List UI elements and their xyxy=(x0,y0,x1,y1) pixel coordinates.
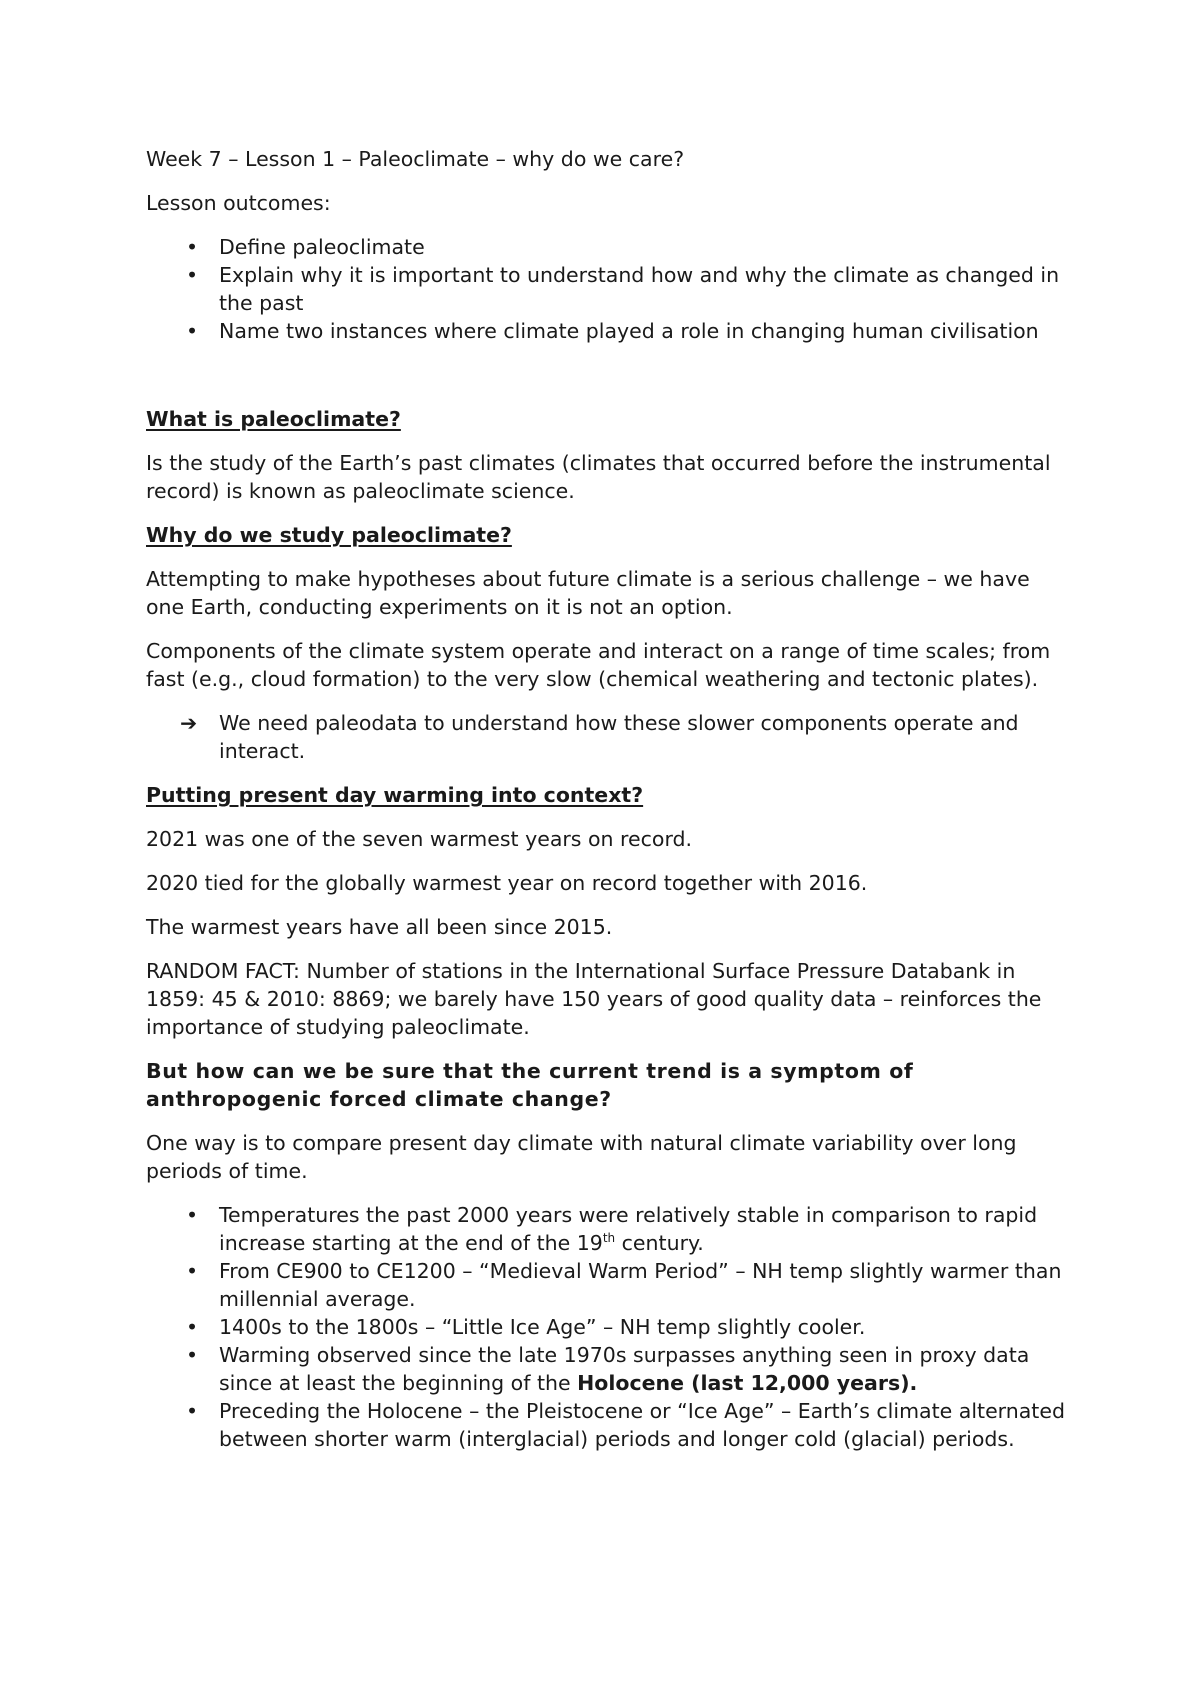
bullet-icon: • xyxy=(185,1259,199,1283)
paragraph: Attempting to make hypotheses about future climate is a serious challenge – we have one Earth, conducting experiments on it is not an option. xyxy=(146,567,1030,619)
bullet-icon: • xyxy=(185,235,199,259)
page-title: Week 7 – Lesson 1 – Paleoclimate – why do we care? xyxy=(146,147,685,171)
paragraph: The warmest years have all been since 2015. xyxy=(146,915,613,939)
outcomes-list xyxy=(146,233,1066,345)
list-item: • Temperatures the past 2000 years were relatively stable in comparison to rapid increase starting at the end of the 19th century. xyxy=(146,1201,1066,1257)
paragraph: Is the study of the Earth’s past climates (climates that occurred before the instrumental record) is known as paleoclimate science. xyxy=(146,451,1051,503)
paragraph: RANDOM FACT: Number of stations in the International Surface Pressure Databank in 1859: 45 & 2010: 8869; we barely have 150 years of good quality data – reinforces the importance of studying paleoclimate. xyxy=(146,959,1042,1039)
document-page xyxy=(146,145,1066,1469)
bullet-icon: • xyxy=(185,1315,199,1339)
bullet-icon: • xyxy=(185,1343,199,1367)
bullet-icon: • xyxy=(185,319,199,343)
paragraph: Components of the climate system operate and interact on a range of time scales; from fast (e.g., cloud formation) to the very slow (chemical weathering and tectonic plates). xyxy=(146,639,1051,691)
section-heading-context: Putting present day warming into context? xyxy=(146,783,644,807)
list-item: • Name two instances where climate played a role in changing human civilisation xyxy=(146,317,1066,345)
bullet-icon: • xyxy=(185,1399,199,1423)
bullet-icon: • xyxy=(185,263,199,287)
paragraph: One way is to compare present day climate with natural climate variability over long periods of time. xyxy=(146,1131,1017,1183)
paragraph: 2021 was one of the seven warmest years on record. xyxy=(146,827,693,851)
list-item: • Warming observed since the late 1970s surpasses anything seen in proxy data since at least the beginning of the Holocene (last 12,000 years). xyxy=(146,1341,1066,1397)
list-item: • Explain why it is important to understand how and why the climate as changed in the past xyxy=(146,261,1066,317)
variability-list xyxy=(146,1201,1066,1453)
arrow-list-item: ➔ We need paleodata to understand how these slower components operate and interact. xyxy=(180,711,1019,763)
list-item: • Define paleoclimate xyxy=(146,233,1066,261)
arrow-right-icon: ➔ xyxy=(180,711,198,735)
list-item: • Preceding the Holocene – the Pleistocene or “Ice Age” – Earth’s climate alternated between shorter warm (interglacial) periods and longer cold (glacial) periods. xyxy=(146,1397,1066,1453)
list-item: • From CE900 to CE1200 – “Medieval Warm Period” – NH temp slightly warmer than millennial average. xyxy=(146,1257,1066,1313)
spacer xyxy=(146,361,1066,405)
paragraph: 2020 tied for the globally warmest year on record together with 2016. xyxy=(146,871,868,895)
section-heading-what: What is paleoclimate? xyxy=(146,407,401,431)
list-item: • 1400s to the 1800s – “Little Ice Age” – NH temp slightly cooler. xyxy=(146,1313,1066,1341)
bullet-icon: • xyxy=(185,1203,199,1227)
section-heading-why: Why do we study paleoclimate? xyxy=(146,523,512,547)
section-question: But how can we be sure that the current trend is a symptom of anthropogenic forced climate change? xyxy=(146,1059,914,1111)
outcomes-label: Lesson outcomes: xyxy=(146,191,331,215)
